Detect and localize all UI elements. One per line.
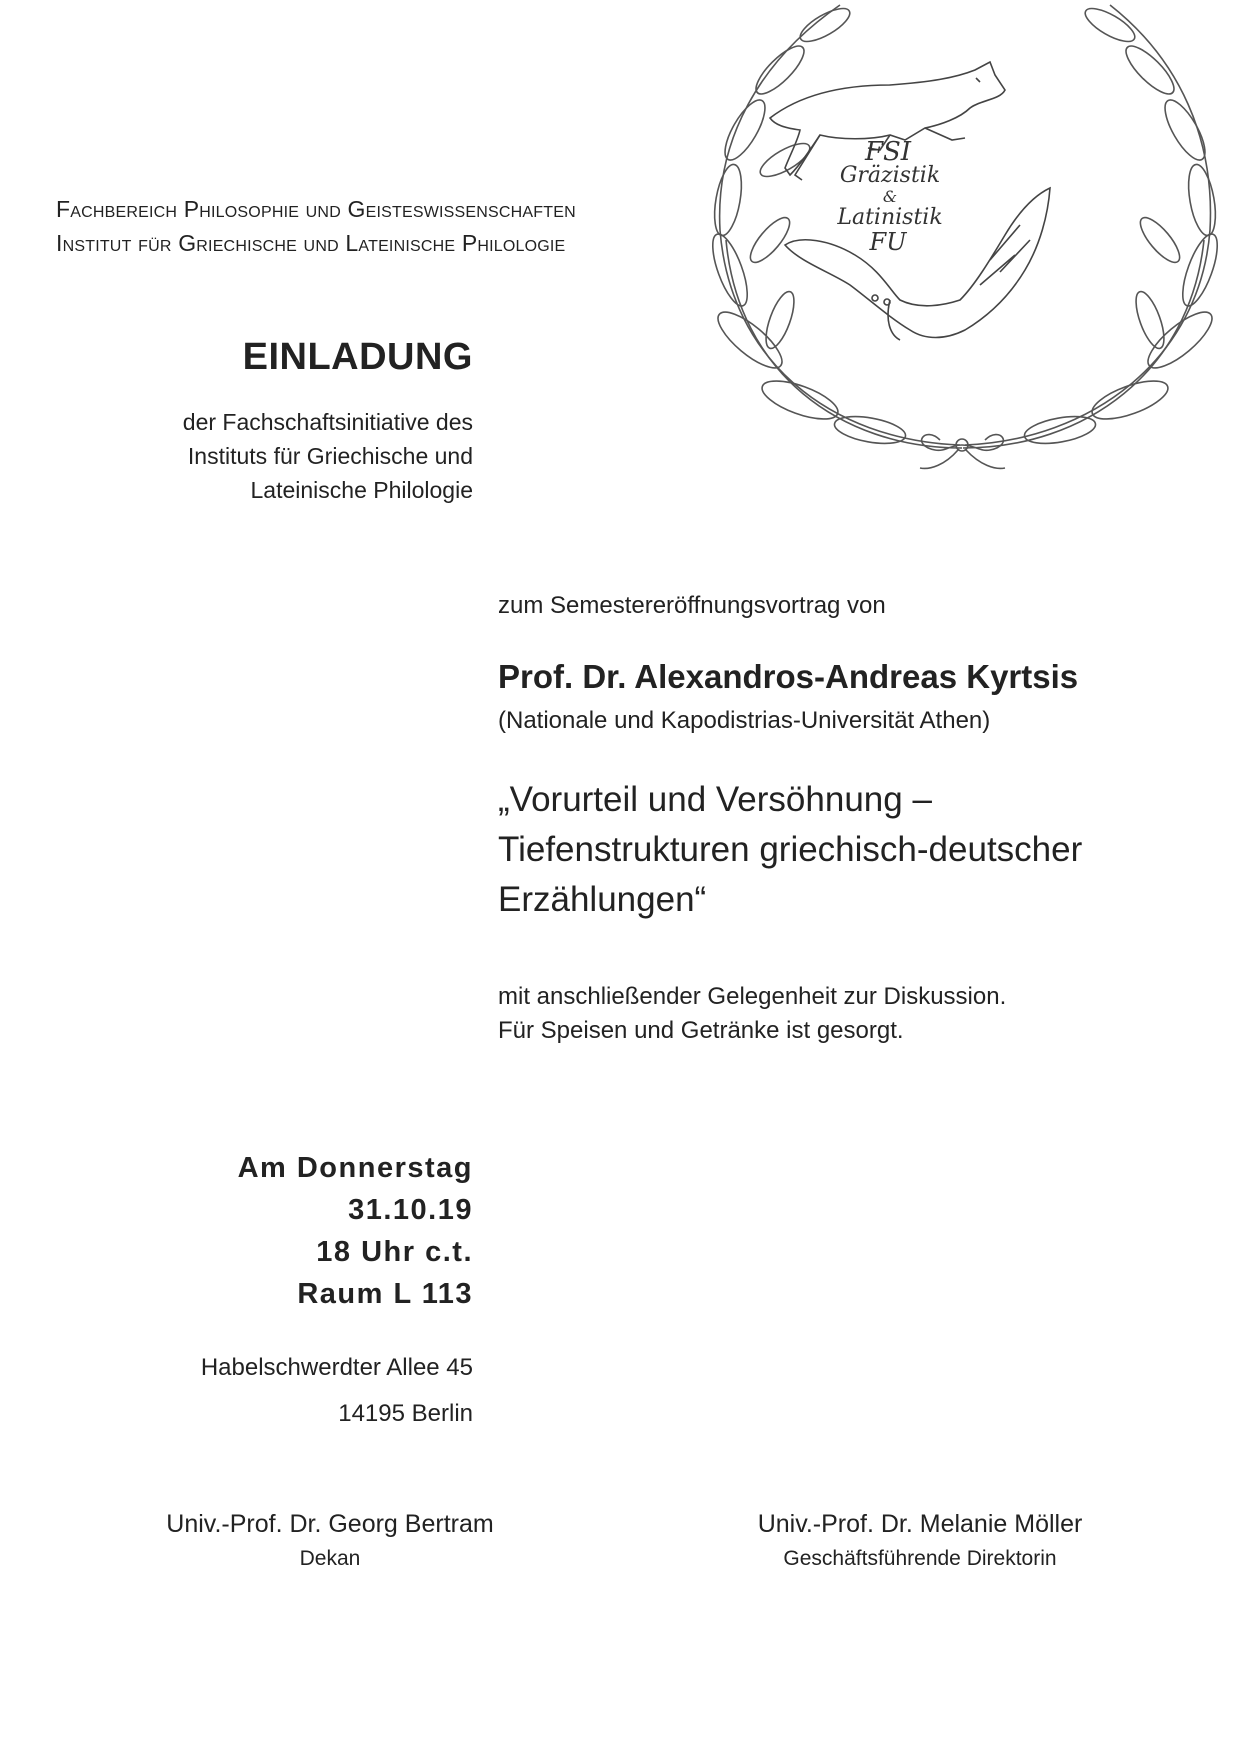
event-day: Am Donnerstag (237, 1152, 473, 1184)
lecture-intro: zum Semestereröffnungsvortrag von (498, 592, 886, 619)
talk-title-line-1: „Vorurteil und Versöhnung – (498, 780, 932, 819)
talk-title-line-2: Tiefenstrukturen griechisch-deutscher (498, 830, 1083, 869)
invitation-line-2: Instituts für Griechische und (187, 443, 473, 469)
logo-line-fsi: FSI (864, 137, 912, 167)
fsi-logo (690, 0, 1235, 470)
event-time: 18 Uhr c.t. (316, 1236, 473, 1268)
director-name: Univ.-Prof. Dr. Melanie Möller (757, 1510, 1083, 1538)
talk-title-line-3: Erzählungen“ (498, 880, 707, 919)
logo-line-fu: FU (869, 228, 907, 256)
invitation-line-1: der Fachschaftsinitiative des (182, 409, 473, 435)
event-room: Raum L 113 (297, 1278, 473, 1310)
dean-role: Dekan (299, 1547, 361, 1570)
speaker-affiliation: (Nationale und Kapodistrias-Universität Athen) (498, 707, 991, 734)
logo-line-ampersand: & (882, 187, 898, 206)
address-street: Habelschwerdter Allee 45 (200, 1354, 473, 1381)
catering-note: Für Speisen und Getränke ist gesorgt. (498, 1017, 904, 1044)
invitation-line-3: Lateinische Philologie (250, 477, 473, 503)
laurel-wreath-icon (706, 2, 1225, 468)
address-city: 14195 Berlin (338, 1400, 473, 1427)
dean-name: Univ.-Prof. Dr. Georg Bertram (166, 1510, 494, 1538)
logo-line-latinistik: Latinistik (837, 205, 943, 230)
signature-director (700, 1510, 1140, 1571)
invitation-title: EINLADUNG (242, 336, 473, 378)
signature-dean (130, 1510, 530, 1571)
director-role: Geschäftsführende Direktorin (783, 1547, 1057, 1570)
institute-name: Institut für Griechische und Lateinische Philologie (56, 230, 566, 256)
discussion-note: mit anschließender Gelegenheit zur Diskussion. (498, 983, 1007, 1010)
logo-line-graezistik: Gräzistik (839, 163, 941, 188)
faculty-name: Fachbereich Philosophie und Geisteswissenschaften (56, 196, 576, 222)
speaker-name: Prof. Dr. Alexandros-Andreas Kyrtsis (498, 658, 1079, 695)
event-date: 31.10.19 (348, 1194, 473, 1226)
